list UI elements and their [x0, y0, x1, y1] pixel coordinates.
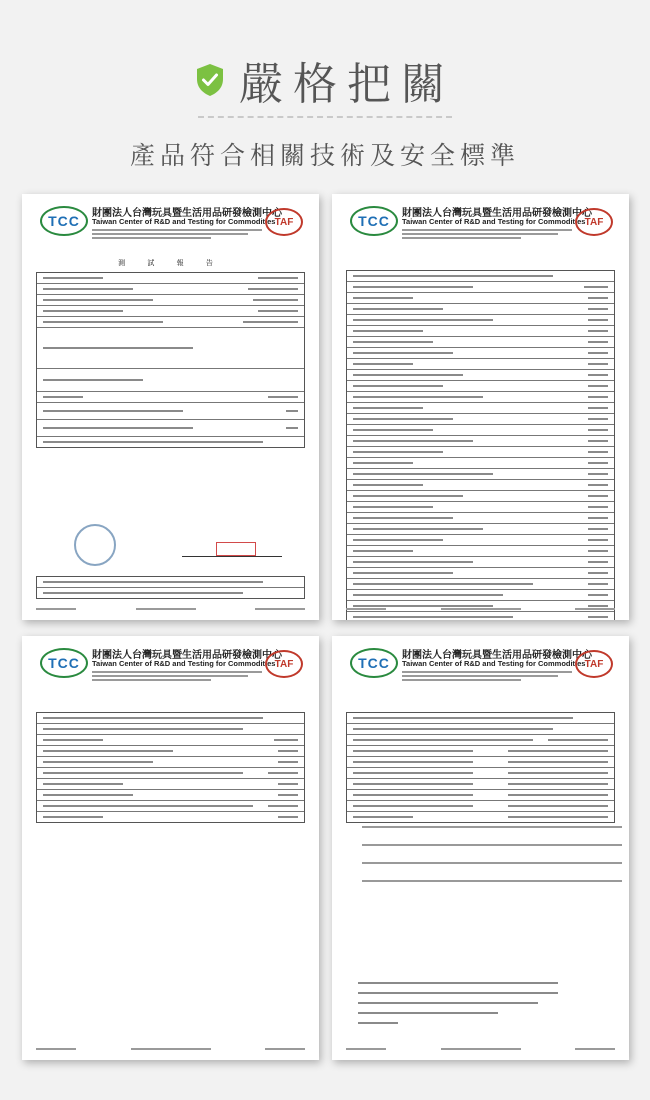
- address-lines: [402, 669, 572, 687]
- official-seal: [74, 524, 116, 566]
- test-report-4[interactable]: [332, 636, 629, 1060]
- signature-lines: [362, 826, 622, 898]
- legend-block: [352, 978, 589, 1028]
- signature-stamp: [216, 542, 256, 556]
- test-results-table: [346, 270, 615, 620]
- taf-accreditation-logo: TAF: [575, 650, 613, 678]
- org-name-zh: 財團法人台灣玩具暨生活用品研發檢測中心: [402, 650, 592, 661]
- address-lines: [402, 227, 572, 245]
- address-lines: [92, 669, 262, 687]
- org-name-en: Taiwan Center of R&D and Testing for Commodities: [402, 659, 586, 668]
- org-name-zh: 財團法人台灣玩具暨生活用品研發檢測中心: [92, 650, 282, 661]
- title-divider: [198, 116, 452, 118]
- shield-check-icon: [195, 63, 225, 97]
- page-footer: [346, 608, 615, 614]
- address-lines: [92, 227, 262, 245]
- test-report-3[interactable]: [22, 636, 319, 1060]
- page-footer: [36, 608, 305, 614]
- org-name-en: Taiwan Center of R&D and Testing for Commodities: [402, 217, 586, 226]
- tcc-logo: TCC: [350, 648, 398, 678]
- org-name-zh: 財團法人台灣玩具暨生活用品研發檢測中心: [402, 208, 592, 219]
- org-name-en: Taiwan Center of R&D and Testing for Commodities: [92, 659, 276, 668]
- org-name-zh: 財團法人台灣玩具暨生活用品研發檢測中心: [92, 208, 282, 219]
- taf-accreditation-logo: TAF: [265, 650, 303, 678]
- page-subtitle: 產品符合相關技術及安全標準: [129, 141, 520, 170]
- test-results-table: [36, 712, 305, 823]
- report-notes: [36, 576, 305, 599]
- tcc-logo: TCC: [40, 206, 88, 236]
- signature-line: [182, 556, 282, 557]
- page-header: [0, 0, 650, 190]
- test-report-1[interactable]: [22, 194, 319, 620]
- tcc-logo: TCC: [40, 648, 88, 678]
- taf-accreditation-logo: TAF: [265, 208, 303, 236]
- test-report-2[interactable]: [332, 194, 629, 620]
- report-info-table: [36, 272, 305, 448]
- page-footer: [346, 1048, 615, 1054]
- test-results-table: [346, 712, 615, 823]
- page-footer: [36, 1048, 305, 1054]
- taf-accreditation-logo: TAF: [575, 208, 613, 236]
- page-title: 嚴格把關: [239, 59, 455, 110]
- title-row: [0, 48, 650, 112]
- report-title: 測 試 報 告: [118, 259, 223, 267]
- org-name-en: Taiwan Center of R&D and Testing for Commodities: [92, 217, 276, 226]
- tcc-logo: TCC: [350, 206, 398, 236]
